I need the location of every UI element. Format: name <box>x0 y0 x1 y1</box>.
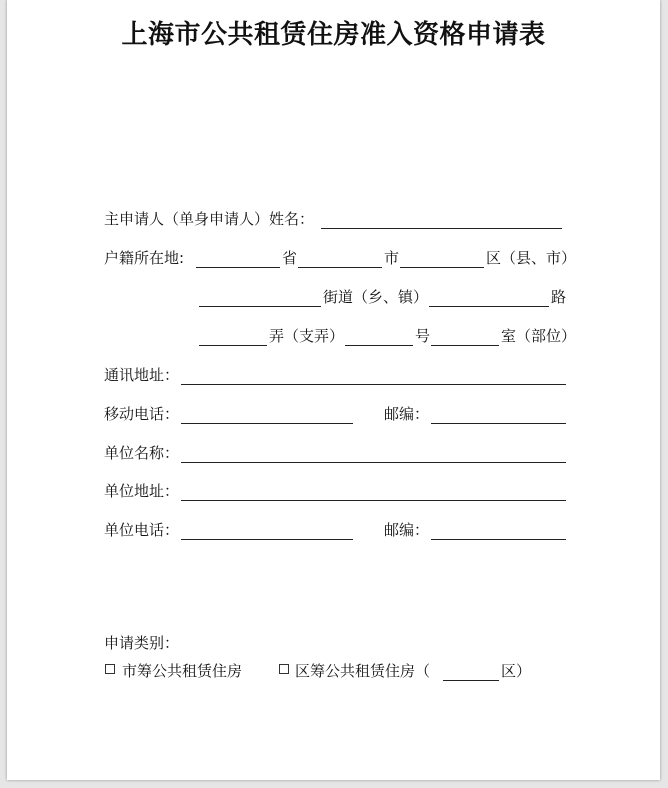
employer-address-row <box>104 480 568 502</box>
address-field[interactable] <box>181 384 566 385</box>
lane-label: 弄（支弄） <box>269 327 345 345</box>
category-label: 申请类别： <box>104 634 180 652</box>
room-field[interactable] <box>431 345 499 346</box>
mobile-row <box>104 403 568 425</box>
household-row-1 <box>104 247 577 269</box>
district-housing-suffix: 区） <box>501 662 532 680</box>
number-label: 号 <box>415 327 431 345</box>
postcode-field[interactable] <box>431 423 566 424</box>
household-row-2 <box>104 286 568 308</box>
road-field[interactable] <box>429 306 549 307</box>
city-label: 市 <box>384 249 400 267</box>
employer-address-label: 单位地址： <box>104 482 180 500</box>
employer-address-field[interactable] <box>181 500 566 501</box>
number-field[interactable] <box>345 345 413 346</box>
district-field[interactable] <box>400 267 484 268</box>
applicant-name-field[interactable] <box>321 228 562 229</box>
district-label: 区（县、市） <box>486 249 577 267</box>
applicant-name-row <box>104 208 568 230</box>
district-housing-checkbox[interactable] <box>279 664 289 674</box>
applicant-name-label: 主申请人（单身申请人）姓名： <box>104 210 315 228</box>
employer-name-row <box>104 442 568 464</box>
employer-name-field[interactable] <box>181 462 566 463</box>
province-field[interactable] <box>196 267 280 268</box>
category-heading-row <box>104 632 568 654</box>
district-housing-label: 区筹公共租赁住房（ <box>295 662 431 680</box>
city-field[interactable] <box>298 267 382 268</box>
employer-postcode-label: 邮编： <box>384 521 430 539</box>
room-label: 室（部位） <box>501 327 577 345</box>
city-housing-checkbox[interactable] <box>105 664 115 674</box>
mobile-field[interactable] <box>181 423 353 424</box>
document-page <box>7 0 660 780</box>
employer-phone-row <box>104 519 568 541</box>
lane-field[interactable] <box>199 345 267 346</box>
street-field[interactable] <box>199 306 321 307</box>
city-housing-label: 市筹公共租赁住房 <box>122 662 243 680</box>
street-label: 街道（乡、镇） <box>323 288 429 306</box>
category-options-row <box>104 660 568 682</box>
province-label: 省 <box>282 249 298 267</box>
district-name-field[interactable] <box>443 680 499 681</box>
household-label: 户籍所在地: <box>104 249 185 267</box>
page-title: 上海市公共租赁住房准入资格申请表 <box>121 20 546 50</box>
household-row-3 <box>104 325 577 347</box>
address-label: 通讯地址： <box>104 366 180 384</box>
road-label: 路 <box>551 288 567 306</box>
employer-phone-label: 单位电话： <box>104 521 180 539</box>
employer-name-label: 单位名称： <box>104 444 180 462</box>
employer-phone-field[interactable] <box>181 539 353 540</box>
employer-postcode-field[interactable] <box>431 539 566 540</box>
postcode-label: 邮编： <box>384 405 430 423</box>
address-row <box>104 364 568 386</box>
mobile-label: 移动电话： <box>104 405 180 423</box>
